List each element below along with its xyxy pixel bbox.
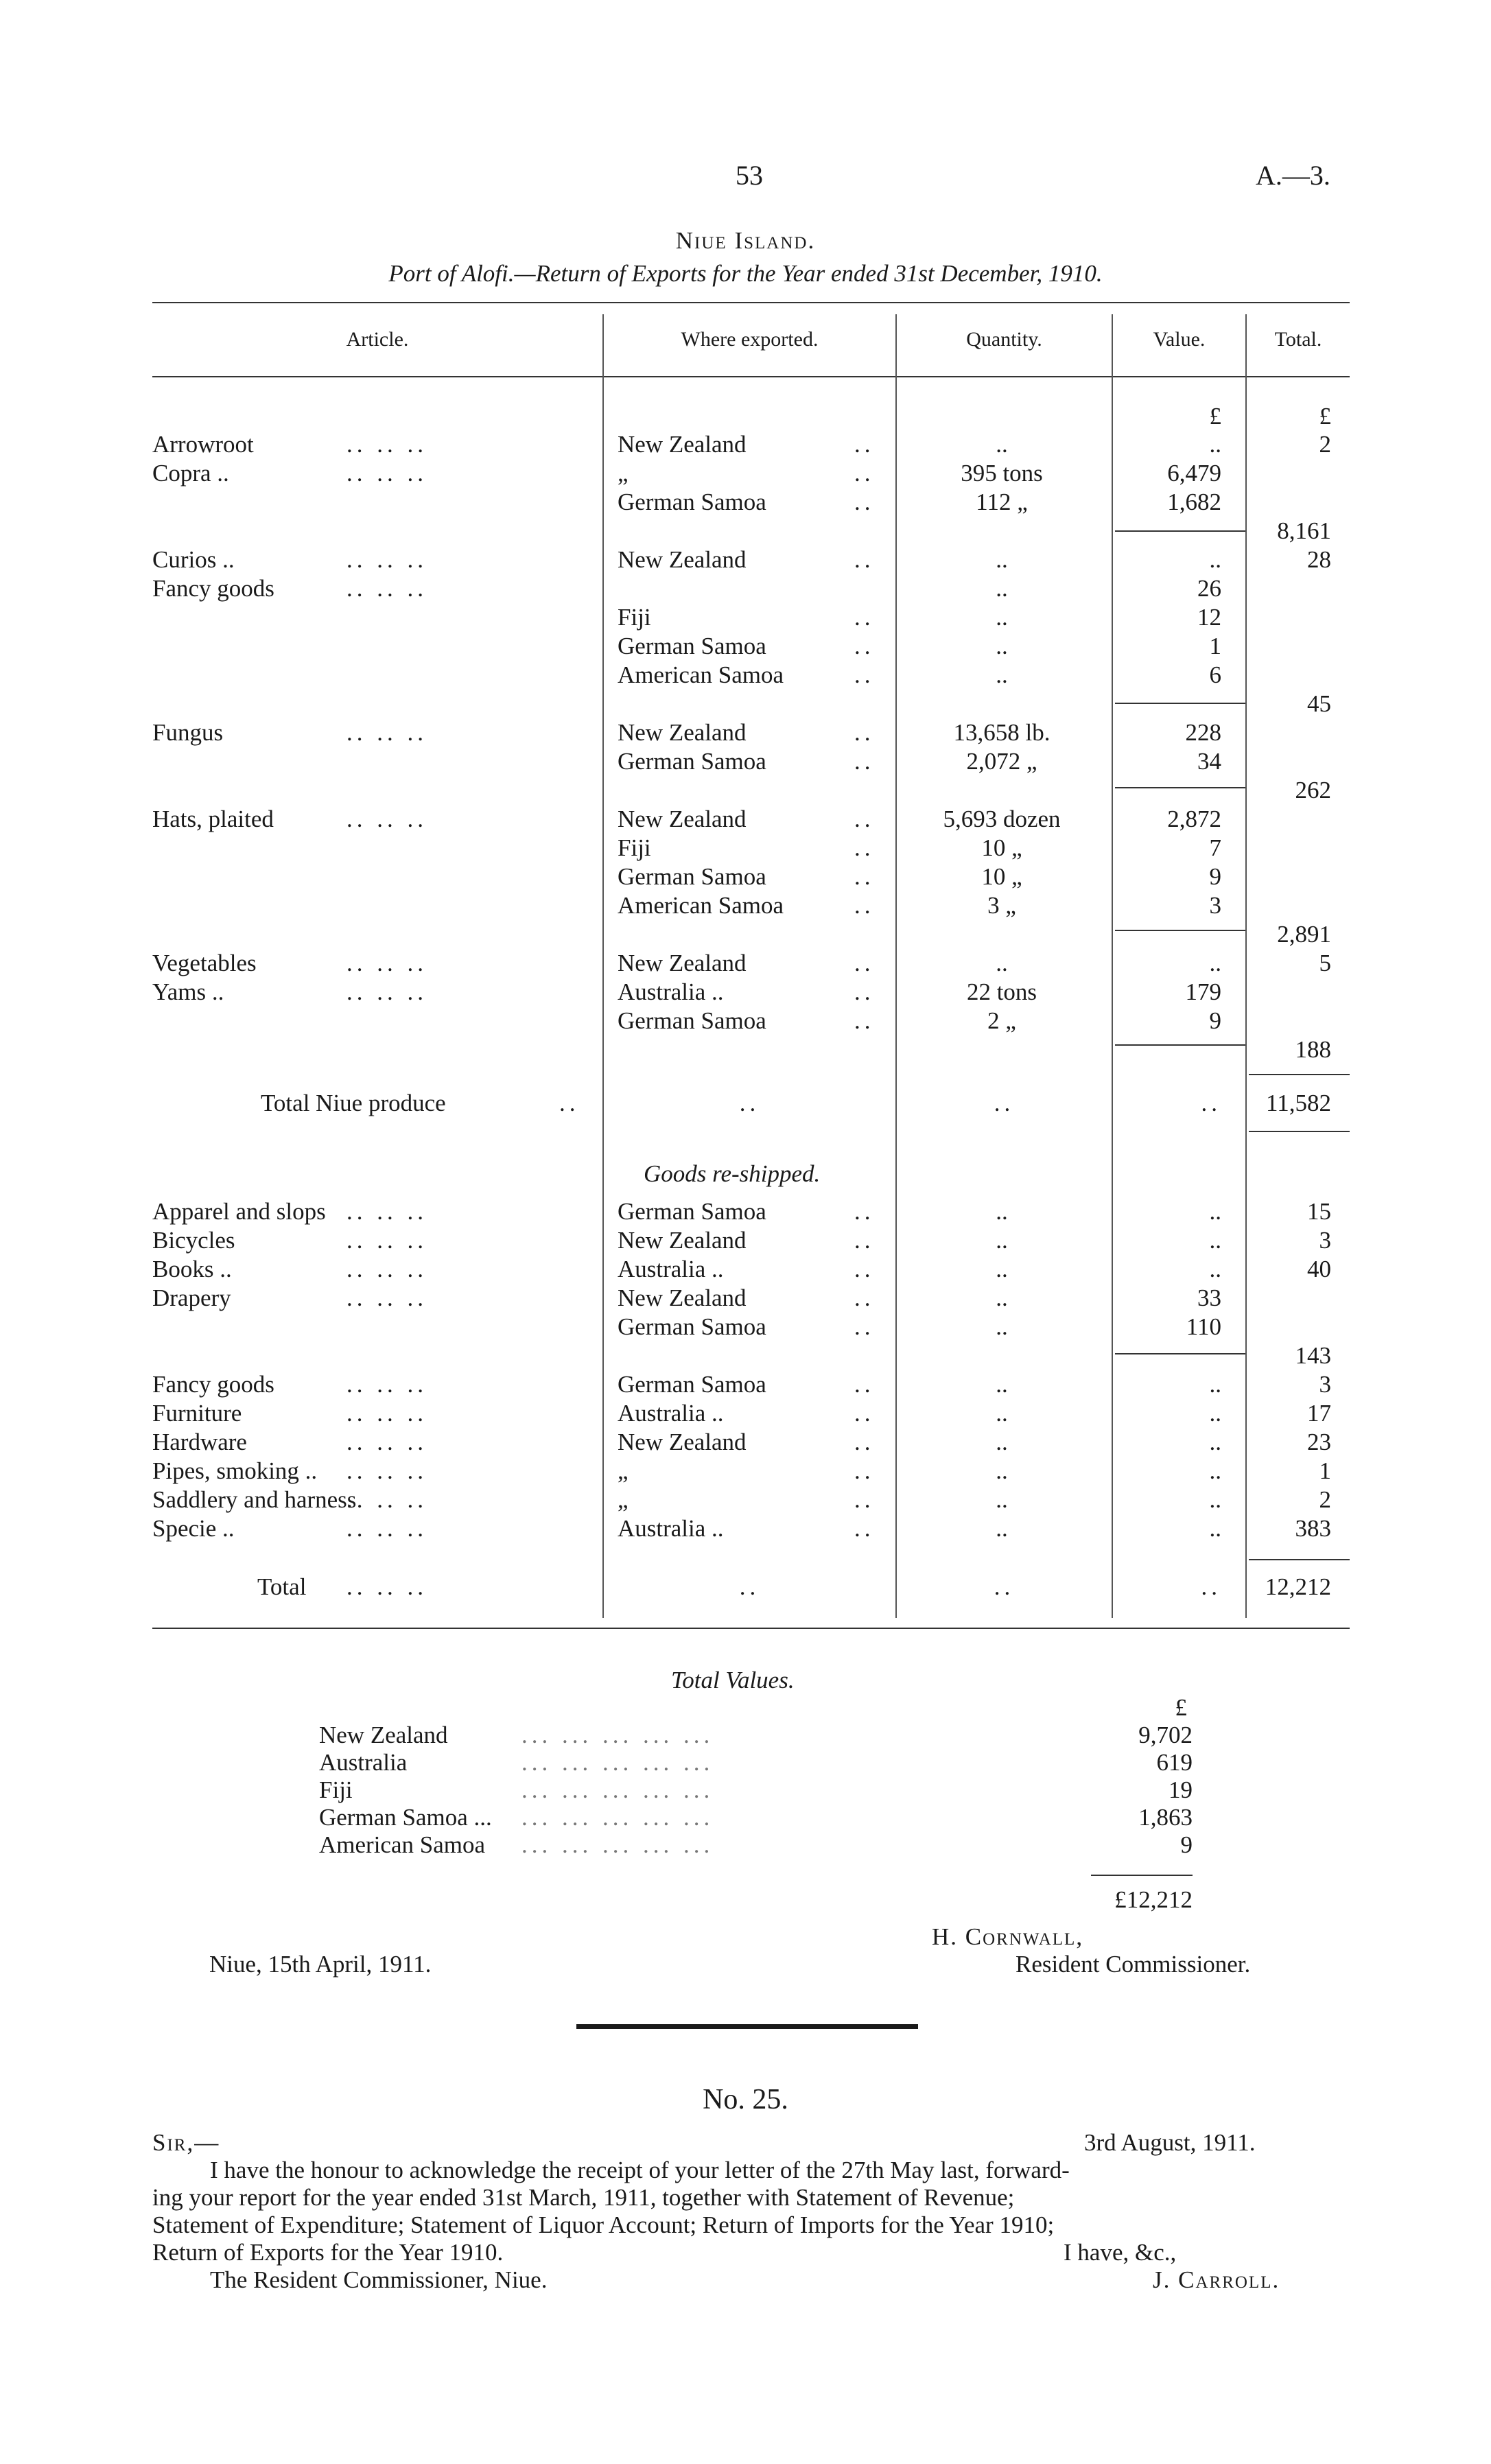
leader-dots: .. (854, 1486, 875, 1513)
leader-dots: .. (854, 604, 875, 631)
value-cell: .. (1209, 950, 1221, 976)
total-values-label: American Samoa (319, 1831, 485, 1858)
leader-dots: .. (854, 1227, 875, 1254)
leader-dots: .. (1201, 1573, 1221, 1600)
value-cell: 26 (1197, 575, 1221, 602)
grand-total-label: Total (257, 1573, 307, 1600)
where-exported-cell: German Samoa (618, 1371, 766, 1398)
article-cell: Furniture (152, 1400, 242, 1427)
article-cell: Drapery (152, 1284, 231, 1311)
quantity-cell: .. (996, 1515, 1008, 1542)
quantity-cell: .. (996, 1313, 1008, 1340)
leader-dots: .. .. .. (347, 978, 427, 1005)
total-rule (1249, 1559, 1350, 1560)
return-subtitle: Port of Alofi.—Return of Exports for the Year ended 31st December, 1910. (388, 260, 1103, 287)
leader-dots: .. .. .. (347, 431, 427, 458)
document-reference: A.—3. (1256, 160, 1330, 191)
place-and-date: Niue, 15th April, 1911. (209, 1951, 432, 1978)
total-cell: 383 (1295, 1515, 1331, 1542)
grand-total-value: 12,212 (1265, 1573, 1331, 1600)
total-values-heading: Total Values. (671, 1667, 795, 1693)
col-header-where: Where exported. (681, 328, 819, 351)
quantity-cell: 13,658 lb. (953, 719, 1050, 746)
value-cell: .. (1209, 1429, 1221, 1455)
where-exported-cell: New Zealand (618, 1284, 747, 1311)
total-cell: 262 (1295, 777, 1331, 803)
article-cell: Books .. (152, 1256, 232, 1282)
where-exported-cell: Australia .. (618, 1256, 724, 1282)
leader-dots: .. (559, 1090, 580, 1116)
where-exported-cell: New Zealand (618, 431, 747, 458)
subtotal-rule (1115, 703, 1245, 704)
quantity-cell: 2 „ (987, 1007, 1016, 1034)
leader-dots: .. (994, 1573, 1015, 1600)
leader-dots: .. (854, 834, 875, 861)
value-cell: 228 (1185, 719, 1221, 746)
where-exported-cell: New Zealand (618, 546, 747, 573)
leader-dots: .. .. .. (347, 1400, 427, 1427)
value-cell: 1,682 (1167, 489, 1221, 515)
leader-dots: .. .. .. (347, 1457, 427, 1484)
leader-dots: ... ... ... ... ... (521, 1749, 714, 1776)
leader-dots: .. .. .. (347, 1515, 427, 1542)
col-header-article: Article. (346, 328, 409, 351)
quantity-cell: .. (996, 431, 1008, 458)
leader-dots: .. (854, 1198, 875, 1225)
leader-dots: .. (854, 1515, 875, 1542)
where-exported-cell: New Zealand (618, 950, 747, 976)
value-cell: .. (1209, 1515, 1221, 1542)
leader-dots: .. (854, 863, 875, 890)
where-exported-cell: German Samoa (618, 489, 766, 515)
article-cell: Pipes, smoking .. (152, 1457, 318, 1484)
leader-dots: .. .. .. (347, 546, 427, 573)
table-bottom-rule (152, 1628, 1350, 1629)
subtotal-rule (1115, 530, 1245, 532)
leader-dots: .. .. .. (347, 460, 427, 486)
col-divider-2 (895, 314, 897, 1618)
letter-line-3: Statement of Expenditure; Statement of Liquor Account; Return of Imports for the Year 1910; (152, 2211, 1055, 2238)
subtotal-rule (1115, 1353, 1245, 1354)
letter-line-2: ing your report for the year ended 31st March, 1911, together with Statement of Revenue; (152, 2184, 1015, 2211)
letter-signature: J. Carroll. (1153, 2266, 1280, 2293)
value-cell: 12 (1197, 604, 1221, 631)
article-cell: Hats, plaited (152, 806, 274, 832)
article-cell: Hardware (152, 1429, 247, 1455)
leader-dots: .. .. .. (347, 575, 427, 602)
quantity-cell: .. (996, 1457, 1008, 1484)
quantity-cell: .. (996, 604, 1008, 631)
where-exported-cell: German Samoa (618, 633, 766, 659)
value-cell: .. (1209, 1256, 1221, 1282)
leader-dots: .. (854, 950, 875, 976)
leader-dots: .. (994, 1090, 1015, 1116)
col-divider-4 (1245, 314, 1247, 1618)
col-header-quantity: Quantity. (966, 328, 1042, 351)
total-cell: 28 (1307, 546, 1331, 573)
leader-dots: .. (854, 661, 875, 688)
total-values-amount: 9 (1180, 1831, 1193, 1858)
value-cell: 6,479 (1167, 460, 1221, 486)
quantity-cell: .. (996, 633, 1008, 659)
reshipped-heading: Goods re-shipped. (644, 1160, 821, 1187)
letter-line-4: Return of Exports for the Year 1910. (152, 2239, 504, 2266)
quantity-cell: .. (996, 1284, 1008, 1311)
quantity-cell: .. (996, 546, 1008, 573)
total-values-currency: £ (1175, 1694, 1187, 1721)
where-exported-cell: „ (618, 1486, 629, 1513)
leader-dots: .. (854, 719, 875, 746)
total-cell: 8,161 (1277, 517, 1331, 544)
signatory-title: Resident Commissioner. (1015, 1951, 1251, 1978)
quantity-cell: 2,072 „ (966, 748, 1037, 775)
quantity-cell: .. (996, 1400, 1008, 1427)
where-exported-cell: New Zealand (618, 806, 747, 832)
total-values-rule (1091, 1875, 1193, 1876)
where-exported-cell: American Samoa (618, 892, 784, 919)
section-divider (576, 2024, 918, 2029)
leader-dots: .. .. .. (347, 1486, 427, 1513)
where-exported-cell: German Samoa (618, 863, 766, 890)
total-values-amount: 9,702 (1138, 1722, 1193, 1748)
leader-dots: .. (854, 806, 875, 832)
col-header-value: Value. (1153, 328, 1206, 351)
total-values-label: New Zealand (319, 1722, 448, 1748)
where-exported-cell: New Zealand (618, 719, 747, 746)
letter-addressee: The Resident Commissioner, Niue. (210, 2266, 548, 2293)
quantity-cell: .. (996, 1256, 1008, 1282)
leader-dots: .. (1201, 1090, 1221, 1116)
subtotal-rule (1115, 1044, 1245, 1046)
article-cell: Vegetables (152, 950, 257, 976)
value-cell: .. (1209, 546, 1221, 573)
total-values-amount: 19 (1169, 1776, 1193, 1803)
article-cell: Arrowroot (152, 431, 254, 458)
island-heading: Niue Island. (675, 227, 816, 254)
where-exported-cell: New Zealand (618, 1429, 747, 1455)
value-cell: .. (1209, 1486, 1221, 1513)
where-exported-cell: Australia .. (618, 978, 724, 1005)
value-cell: 2,872 (1167, 806, 1221, 832)
leader-dots: .. (854, 748, 875, 775)
article-cell: Yams .. (152, 978, 224, 1005)
article-cell: Saddlery and harness (152, 1486, 357, 1513)
total-values-amount: 1,863 (1138, 1804, 1193, 1831)
total-niue-produce-value: 11,582 (1266, 1090, 1331, 1116)
article-cell: Apparel and slops (152, 1198, 326, 1225)
article-cell: Fungus (152, 719, 224, 746)
leader-dots: .. (854, 1429, 875, 1455)
leader-dots: .. .. .. (347, 1198, 427, 1225)
quantity-cell: .. (996, 1371, 1008, 1398)
leader-dots: .. .. .. (347, 1371, 427, 1398)
where-exported-cell: „ (618, 460, 629, 486)
value-cell: 3 (1209, 892, 1221, 919)
leader-dots: .. (854, 633, 875, 659)
leader-dots: .. (854, 546, 875, 573)
leader-dots: .. .. .. (347, 950, 427, 976)
leader-dots: .. (854, 489, 875, 515)
value-cell: 6 (1209, 661, 1221, 688)
quantity-cell: 3 „ (987, 892, 1016, 919)
letter-line-1: I have the honour to acknowledge the receipt of your letter of the 27th May last, forward- (210, 2157, 1070, 2183)
value-cell: .. (1209, 431, 1221, 458)
value-cell: .. (1209, 1371, 1221, 1398)
value-cell: 34 (1197, 748, 1221, 775)
col-divider-1 (602, 314, 604, 1618)
total-cell: 1 (1319, 1457, 1331, 1484)
value-cell: .. (1209, 1198, 1221, 1225)
value-cell: 110 (1186, 1313, 1221, 1340)
total-cell: 15 (1307, 1198, 1331, 1225)
leader-dots: ... ... ... ... ... (521, 1831, 714, 1858)
leader-dots: .. (854, 1457, 875, 1484)
total-cell: 3 (1319, 1371, 1331, 1398)
total-cell: 5 (1319, 950, 1331, 976)
quantity-cell: 5,693 dozen (943, 806, 1061, 832)
article-cell: Bicycles (152, 1227, 235, 1254)
total-values-sum: £12,212 (1114, 1886, 1193, 1913)
leader-dots: .. .. .. (347, 1227, 427, 1254)
leader-dots: .. (854, 1256, 875, 1282)
letter-salutation: Sir,— (152, 2129, 220, 2156)
where-exported-cell: German Samoa (618, 1198, 766, 1225)
leader-dots: .. (854, 892, 875, 919)
col-header-total: Total. (1274, 328, 1322, 351)
leader-dots: .. .. .. (347, 1573, 427, 1600)
table-header-rule (152, 376, 1350, 377)
subtotal-rule (1115, 787, 1245, 788)
total-cell: 23 (1307, 1429, 1331, 1455)
total-cell: 2,891 (1277, 921, 1331, 948)
leader-dots: .. (854, 431, 875, 458)
quantity-cell: 10 „ (981, 834, 1022, 861)
quantity-cell: 22 tons (966, 978, 1037, 1005)
leader-dots: .. (739, 1573, 760, 1600)
total-rule (1249, 1131, 1350, 1132)
total-values-amount: 619 (1156, 1749, 1193, 1776)
where-exported-cell: New Zealand (618, 1227, 747, 1254)
signatory-name: H. Cornwall, (932, 1923, 1084, 1950)
where-exported-cell: Fiji (618, 834, 651, 861)
where-exported-cell: German Samoa (618, 748, 766, 775)
leader-dots: .. .. .. (347, 1256, 427, 1282)
total-cell: 188 (1295, 1036, 1331, 1063)
total-values-label: German Samoa ... (319, 1804, 492, 1831)
quantity-cell: .. (996, 1486, 1008, 1513)
total-cell: 143 (1295, 1342, 1331, 1369)
leader-dots: .. (854, 1371, 875, 1398)
quantity-cell: .. (996, 1227, 1008, 1254)
quantity-cell: .. (996, 661, 1008, 688)
quantity-cell: .. (996, 1198, 1008, 1225)
total-cell: 2 (1319, 1486, 1331, 1513)
article-cell: Specie .. (152, 1515, 235, 1542)
total-rule (1249, 1074, 1350, 1075)
value-cell: .. (1209, 1227, 1221, 1254)
total-cell: 45 (1307, 690, 1331, 717)
leader-dots: .. .. .. (347, 806, 427, 832)
value-currency-mark: £ (1209, 403, 1221, 430)
where-exported-cell: German Samoa (618, 1007, 766, 1034)
value-cell: 33 (1197, 1284, 1221, 1311)
article-cell: Fancy goods (152, 575, 274, 602)
quantity-cell: 112 „ (976, 489, 1028, 515)
value-cell: 7 (1209, 834, 1221, 861)
total-values-label: Fiji (319, 1776, 353, 1803)
value-cell: .. (1209, 1457, 1221, 1484)
letter-closing: I have, &c., (1064, 2239, 1177, 2266)
where-exported-cell: American Samoa (618, 661, 784, 688)
page-number: 53 (736, 160, 763, 191)
value-cell: 179 (1185, 978, 1221, 1005)
leader-dots: .. (854, 460, 875, 486)
leader-dots: .. (854, 1400, 875, 1427)
leader-dots: .. (854, 978, 875, 1005)
subtotal-rule (1115, 930, 1245, 931)
leader-dots: .. (739, 1090, 760, 1116)
leader-dots: .. (854, 1313, 875, 1340)
leader-dots: ... ... ... ... ... (521, 1776, 714, 1803)
where-exported-cell: German Samoa (618, 1313, 766, 1340)
leader-dots: ... ... ... ... ... (521, 1804, 714, 1831)
quantity-cell: .. (996, 1429, 1008, 1455)
where-exported-cell: Australia .. (618, 1515, 724, 1542)
total-cell: 3 (1319, 1227, 1331, 1254)
leader-dots: .. .. .. (347, 1284, 427, 1311)
total-values-label: Australia (319, 1749, 408, 1776)
total-cell: 40 (1307, 1256, 1331, 1282)
quantity-cell: 10 „ (981, 863, 1022, 890)
quantity-cell: .. (996, 950, 1008, 976)
leader-dots: .. .. .. (347, 1429, 427, 1455)
where-exported-cell: Australia .. (618, 1400, 724, 1427)
total-cell: 17 (1307, 1400, 1331, 1427)
leader-dots: .. (854, 1284, 875, 1311)
article-cell: Copra .. (152, 460, 229, 486)
letter-number: No. 25. (703, 2084, 788, 2115)
leader-dots: .. .. .. (347, 719, 427, 746)
leader-dots: .. (854, 1007, 875, 1034)
where-exported-cell: Fiji (618, 604, 651, 631)
value-cell: 1 (1209, 633, 1221, 659)
col-divider-3 (1112, 314, 1113, 1618)
letter-date: 3rd August, 1911. (1084, 2129, 1256, 2156)
where-exported-cell: „ (618, 1457, 629, 1484)
value-cell: 9 (1209, 863, 1221, 890)
table-top-rule (152, 302, 1350, 303)
article-cell: Curios .. (152, 546, 235, 573)
quantity-cell: 395 tons (961, 460, 1043, 486)
quantity-cell: .. (996, 575, 1008, 602)
value-cell: 9 (1209, 1007, 1221, 1034)
total-cell: 2 (1319, 431, 1331, 458)
leader-dots: ... ... ... ... ... (521, 1722, 714, 1748)
article-cell: Fancy goods (152, 1371, 274, 1398)
total-niue-produce-label: Total Niue produce (261, 1090, 446, 1116)
total-currency-mark: £ (1319, 403, 1331, 430)
value-cell: .. (1209, 1400, 1221, 1427)
